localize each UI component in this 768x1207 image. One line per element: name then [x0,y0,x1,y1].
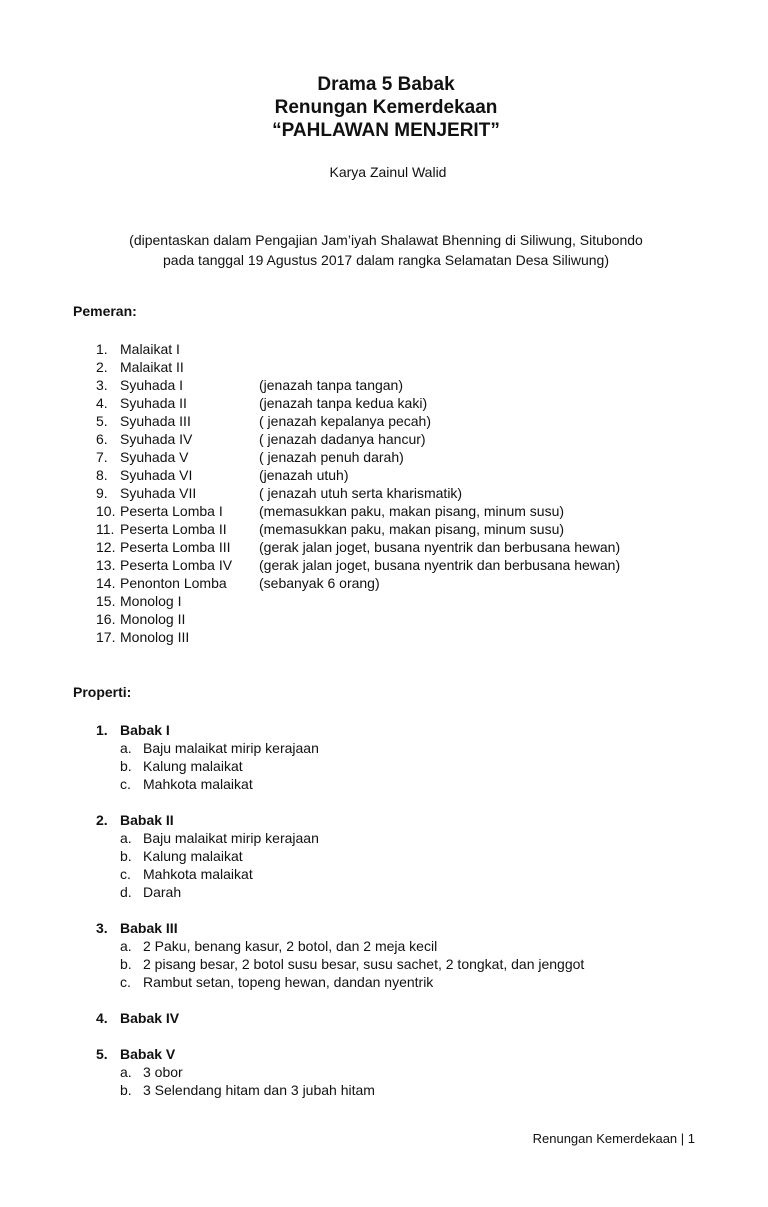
cast-number: 8. [96,467,108,483]
cast-heading: Pemeran: [73,303,137,319]
cast-number: 11. [96,521,115,537]
cast-description: ( jenazah dadanya hancur) [259,431,426,447]
cast-description: (gerak jalan joget, busana nyentrik dan berbusana hewan) [259,539,621,555]
babak-number: 1. [96,722,108,738]
babak-section [96,1045,716,1099]
cast-description: ( jenazah utuh serta kharismatik) [259,485,463,501]
author-line: Karya Zainul Walid [329,164,447,180]
list-item [96,556,716,574]
cast-name: Syuhada I [120,377,184,393]
cast-name: Peserta Lomba IV [120,557,233,573]
babak-heading [96,811,716,829]
list-item [96,610,716,628]
property-text: 3 obor [143,1064,183,1080]
property-item [96,1063,716,1081]
list-item [96,340,716,358]
property-text: Rambut setan, topeng hewan, dandan nyentrik [143,974,434,990]
property-item [96,865,716,883]
cast-description: (gerak jalan joget, busana nyentrik dan berbusana hewan) [259,557,621,573]
property-text: Mahkota malaikat [143,776,253,792]
cast-name: Peserta Lomba II [120,521,227,537]
cast-name: Syuhada III [120,413,191,429]
cast-name: Syuhada II [120,395,187,411]
cast-name: Syuhada VI [120,467,193,483]
property-letter: a. [120,1064,132,1080]
property-letter: b. [120,848,132,864]
cast-number: 10. [96,503,116,519]
note-line-1: (dipentaskan dalam Pengajian Jam’iyah Shalawat Bhenning di Siliwung, Situbondo [129,232,643,248]
list-item [96,538,716,556]
page-footer: Renungan Kemerdekaan | 1 [532,1131,695,1146]
cast-name: Peserta Lomba I [120,503,223,519]
babak-title: Babak II [120,812,174,828]
property-item [96,739,716,757]
cast-name: Monolog I [120,593,182,609]
cast-number: 16. [96,611,116,627]
cast-number: 13. [96,557,116,573]
babak-heading [96,1045,716,1063]
property-letter: c. [120,866,131,882]
property-letter: b. [120,956,132,972]
cast-description: ( jenazah kepalanya pecah) [259,413,432,429]
cast-name: Monolog II [120,611,186,627]
cast-description: ( jenazah penuh darah) [259,449,404,465]
cast-number: 4. [96,395,108,411]
babak-section [96,1009,716,1027]
property-letter: a. [120,938,132,954]
babak-title: Babak V [120,1046,176,1062]
property-item [96,1081,716,1099]
cast-number: 14. [96,575,116,591]
cast-description: (jenazah utuh) [259,467,349,483]
property-text: 3 Selendang hitam dan 3 jubah hitam [143,1082,375,1098]
list-item [96,502,716,520]
babak-number: 3. [96,920,108,936]
property-item [96,829,716,847]
babak-number: 4. [96,1010,108,1026]
cast-name: Malaikat I [120,341,180,357]
list-item [96,430,716,448]
cast-description [259,628,716,646]
properties-heading: Properti: [73,684,132,700]
property-item [96,937,716,955]
list-item [96,592,716,610]
cast-name: Syuhada V [120,449,189,465]
property-item [96,955,716,973]
cast-name: Peserta Lomba III [120,539,231,555]
property-letter: c. [120,974,131,990]
property-letter: d. [120,884,132,900]
property-text: Mahkota malaikat [143,866,253,882]
cast-number: 9. [96,485,108,501]
property-letter: a. [120,830,132,846]
babak-section [96,721,716,793]
babak-number: 2. [96,812,108,828]
cast-number: 6. [96,431,108,447]
list-item [96,466,716,484]
babak-title: Babak III [120,920,178,936]
cast-name: Malaikat II [120,359,184,375]
babak-heading [96,721,716,739]
property-letter: a. [120,740,132,756]
cast-number: 12. [96,539,116,555]
list-item [96,376,716,394]
performance-note [96,230,676,270]
cast-name: Monolog III [120,629,190,645]
cast-number: 17. [96,629,116,645]
property-text: 2 pisang besar, 2 botol susu besar, susu sachet, 2 tongkat, dan jenggot [143,956,585,972]
property-letter: b. [120,1082,132,1098]
cast-description [259,592,716,610]
properties-list [96,721,716,1117]
property-item [96,847,716,865]
property-text: Darah [143,884,182,900]
babak-title: Babak IV [120,1010,180,1026]
note-line-2: pada tanggal 19 Agustus 2017 dalam rangka Selamatan Desa Siliwung) [163,252,609,268]
property-text: Baju malaikat mirip kerajaan [143,740,319,756]
cast-number: 7. [96,449,108,465]
babak-heading [96,919,716,937]
property-text: 2 Paku, benang kasur, 2 botol, dan 2 meja kecil [143,938,438,954]
list-item [96,448,716,466]
property-letter: b. [120,758,132,774]
babak-title: Babak I [120,722,170,738]
cast-number: 1. [96,341,108,357]
list-item [96,574,716,592]
property-text: Kalung malaikat [143,848,243,864]
list-item [96,394,716,412]
title-block [0,73,768,142]
cast-description [259,358,716,376]
cast-description [259,340,716,358]
list-item [96,358,716,376]
cast-description [259,610,716,628]
cast-description: (jenazah tanpa kedua kaki) [259,395,428,411]
cast-number: 5. [96,413,108,429]
cast-name: Syuhada VII [120,485,197,501]
property-text: Baju malaikat mirip kerajaan [143,830,319,846]
cast-name: Penonton Lomba [120,575,227,591]
babak-number: 5. [96,1046,108,1062]
list-item [96,520,716,538]
cast-description: (memasukkan paku, makan pisang, minum susu) [259,521,565,537]
cast-name: Syuhada IV [120,431,193,447]
cast-number: 3. [96,377,108,393]
cast-description: (sebanyak 6 orang) [259,575,380,591]
babak-section [96,919,716,991]
cast-list [96,340,716,646]
cast-number: 15. [96,593,116,609]
property-text: Kalung malaikat [143,758,243,774]
title-line-2: Renungan Kemerdekaan [274,97,498,118]
property-item [96,973,716,991]
list-item [96,412,716,430]
property-item [96,775,716,793]
property-letter: c. [120,776,131,792]
cast-description: (jenazah tanpa tangan) [259,377,403,393]
property-item [96,757,716,775]
property-item [96,883,716,901]
babak-section [96,811,716,901]
list-item [96,628,716,646]
cast-description: (memasukkan paku, makan pisang, minum susu) [259,503,565,519]
list-item [96,484,716,502]
title-line-3: “PAHLAWAN MENJERIT” [272,120,500,141]
babak-heading [96,1009,716,1027]
title-line-1: Drama 5 Babak [317,74,455,95]
cast-number: 2. [96,359,108,375]
